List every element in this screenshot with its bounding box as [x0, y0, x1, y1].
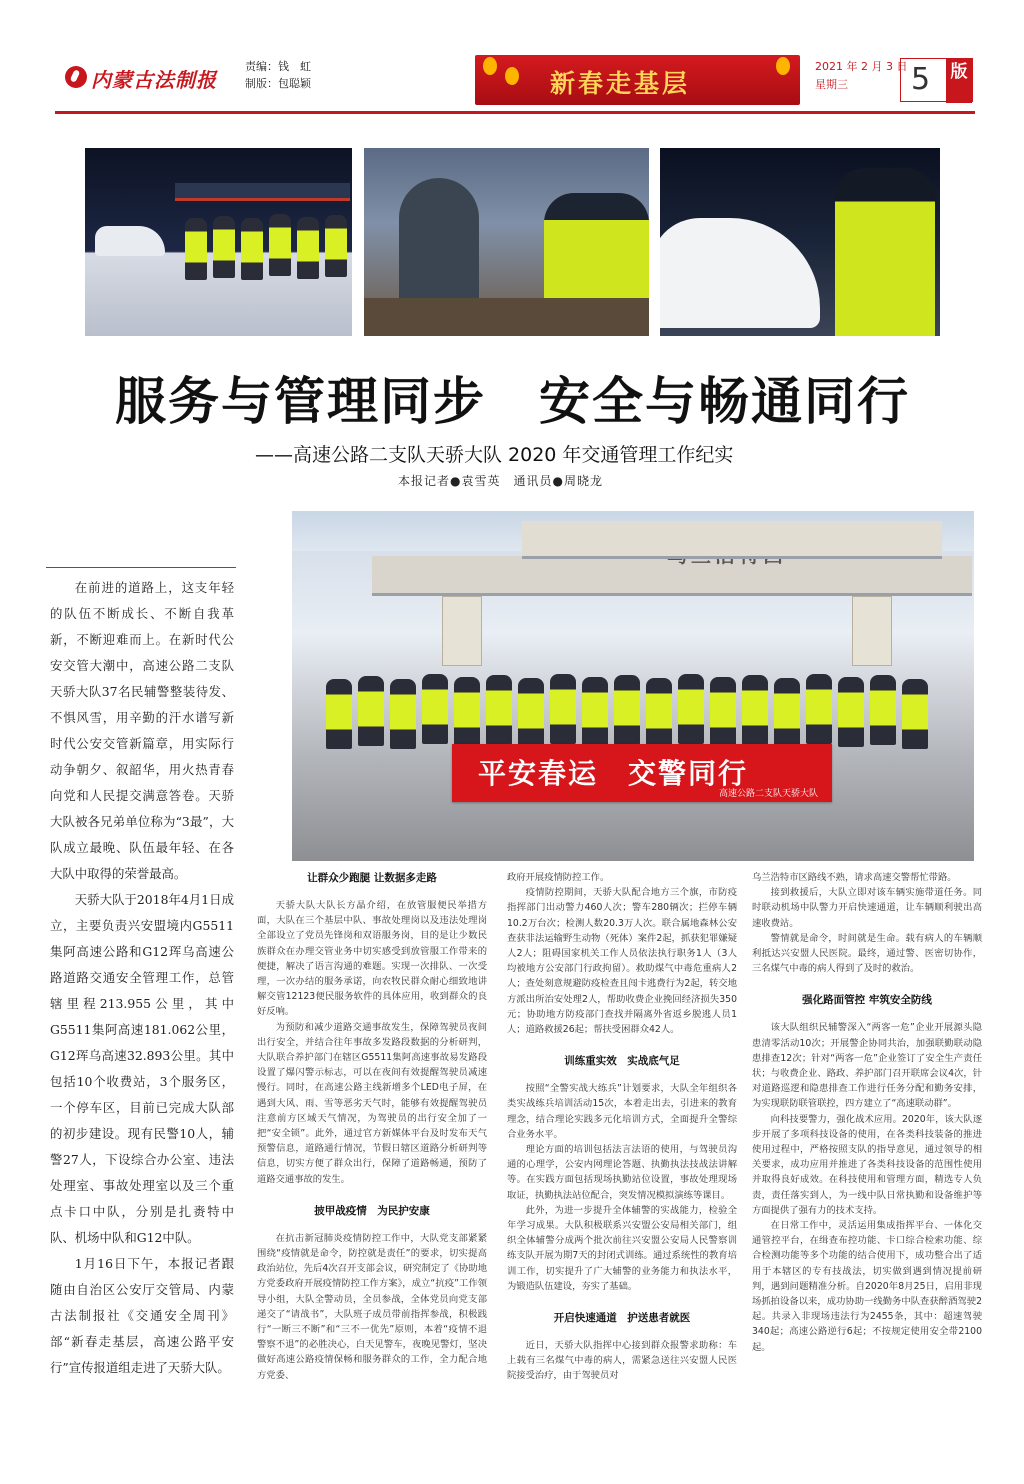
photo-officer-at-car-window[interactable] — [660, 148, 940, 336]
issue-date — [815, 58, 907, 94]
lead-paragraph: 天骄大队于2018年4月1日成立，主要负责兴安盟境内G5511集阿高速公路和G12珲乌高速公路道路交通安全管理工作，总管辖里程213.955公里，其中G5511集阿高速181.062公里，G12珲乌高速32.893公里。其中包括10个收费站，3个服务区，一个停车区，目前已完成大队部的初步建设。现有民警10人，辅警27人，下设综合办公室、违法处理室、事故处理室以及三个重点卡口中队，分别是扎赉特中队、机场中队和G12中队。 — [50, 892, 234, 1245]
page-label: 版 — [946, 59, 972, 103]
body-column-2 — [507, 870, 737, 1384]
newspaper-name: 内蒙古法制报 — [91, 68, 217, 92]
photo-officer-checking-driver[interactable] — [364, 148, 649, 336]
slogan-banner-subtext: 高速公路二支队天骄大队 — [718, 789, 818, 799]
body-paragraph: 警情就是命令，时间就是生命。载有病人的车辆顺利抵达兴安盟人民医院。最终，通过警、医密切协作，三名煤气中毒的病人得到了及时的救治。 — [752, 932, 982, 975]
editor-credits — [245, 58, 311, 92]
editor-line: 责编：钱 虹 — [245, 60, 311, 73]
column-banner-title: 新春走基层 — [550, 69, 691, 98]
article-headline: 服务与管理同步 安全与畅通同行 — [114, 372, 910, 432]
article-subheadline: ——高速公路二支队天骄大队 2020 年交通管理工作纪实 — [255, 444, 734, 466]
body-paragraph: 政府开展疫情防控工作。 — [507, 872, 610, 883]
body-paragraph: 接到救援后，大队立即对该车辆实施带道任务。同时联动机场中队警力开启快速通道，让车辆顺利驶出高速收费站。 — [752, 887, 982, 929]
section-heading: 开启快速通道 护送患者就医 — [553, 1312, 691, 1325]
lead-paragraph: 1月16日下午，本报记者跟随由自治区公安厅交管局、内蒙古法制报社《交通安全周刊》部“新春走基层，高速公路平安行”宣传报道组走进了天骄大队。 — [50, 1256, 234, 1375]
photo-team-at-toll-station[interactable] — [292, 511, 974, 861]
layout-line: 制版：包聪颖 — [245, 77, 311, 90]
body-paragraph: 在日常工作中，灵活运用集成指挥平台、一体化交通管控平台，在缉查布控功能、卡口综合检索功能、综合检测功能等多个功能的结合使用下，成功整合出了适用于本辖区的专有技战法，切实做到遇到情况提前研判，遇到问题精准分析。自2020年8月25日，启用非现场抓拍设备以来，成功协助一线勤务中队查获醉酒驾驶2起。共录入非现场违法行为2455条，其中：超速驾驶340起；高速公路逆行6起；不按规定使用安全带2100起。 — [752, 1220, 982, 1353]
body-paragraph: 乌兰浩特市区路线不熟，请求高速交警帮忙带路。 — [752, 872, 957, 883]
page-number-box — [900, 58, 973, 102]
slogan-banner — [452, 744, 832, 802]
body-paragraph: 此外，为进一步提升全体辅警的实战能力，检验全年学习成果。大队积极联系兴安盟公安局相关部门，组织全体辅警分成两个批次前往兴安盟公安局人民警察训练支队开展为期7天的封闭式训练。通过系统性的教育培训工作，切实提升了广大辅警的业务能力和执法水平，为锻造队伍建设，夯实了基础。 — [507, 1204, 737, 1292]
weekday-text: 星期三 — [815, 78, 848, 91]
newspaper-logo[interactable] — [65, 63, 217, 92]
page-number: 5 — [911, 62, 931, 97]
section-heading: 让群众少跑腿 让数据多走路 — [307, 872, 437, 884]
lead-column — [50, 575, 234, 1415]
logo-emblem-icon — [65, 66, 87, 88]
article-byline: 本报记者●袁雪英 通讯员●周晓龙 — [398, 474, 603, 488]
masthead — [55, 48, 975, 110]
body-column-3 — [752, 870, 982, 1355]
body-paragraph: 向科技要警力，强化战术应用。2020年，该大队逐步开展了多项科技设备的使用，在各类科技装备的推进使用过程中，严格按照支队的指导意见，通过领导的相关要求，成功应用并推进了各类科技设备的范围性使用并取得良好成效。在科技使用和管理方面，精选专人负责，责任落实到人，为一线中队日常执勤和设备维护等方面提供了强有力的技术支持。 — [752, 1113, 982, 1216]
section-heading: 披甲战疫情 为民护安康 — [314, 1204, 430, 1217]
section-heading: 强化路面管控 牢筑安全防线 — [802, 994, 932, 1007]
body-paragraph: 为预防和减少道路交通事故发生，保障驾驶员夜间出行安全，并结合往年事故多发路段数据的分析研判，大队联合养护部门在辖区G5511集阿高速事故易发路段设置了爆闪警示标志，可以在夜间有效提醒驾驶员减速慢行。同时，在高速公路主线新增多个LED电子屏，在遇到大风、雨、雪等恶劣天气时，能够有效提醒驾驶员注意前方区域天气情况，为驾驶员的出行安全加了一把“安全锁”。此外，通过官方新媒体平台及时发布天气预警信息，道路通行情况，节假日辖区道路分析研判等信息，切实方便了群众出行，保障了道路畅通，预防了道路交通事故的发生。 — [257, 1021, 487, 1185]
column-banner — [475, 55, 800, 105]
body-paragraph: 近日，天骄大队指挥中心接到群众报警求助称：车上载有三名煤气中毒的病人，需紧急送往兴安盟人民医院接受治疗，由于驾驶员对 — [507, 1340, 737, 1382]
body-paragraph: 在抗击新冠肺炎疫情防控工作中，大队党支部紧紧围绕“疫情就是命令，防控就是责任”的要求，切实提高政治站位，先后4次召开支部会议，研究制定了《协助地方党委政府开展疫情防控工作方案》，成立“抗疫”工作领导小组，大队全警动员，全员参战，全体党员向党支部递交了“请战书”，大队班子成员带前指挥参战，积极践行“一断三不断”和“三不一优先”原则，本着“疫情不退 警察不退”的必胜决心，白天见警车，夜晚见警灯，坚决做好高速公路疫情保畅和服务群众的工作，全力配合地方党委、 — [257, 1232, 497, 1381]
date-text: 2021 年 2 月 3 日 — [815, 60, 908, 73]
photo-night-roadside-police[interactable] — [85, 148, 352, 336]
lead-paragraph: 在前进的道路上，这支年轻的队伍不断成长、不断自我革新，不断迎难而上。在新时代公安交管大潮中，高速公路二支队天骄大队37名民辅警整装待发、不惧风雪，用辛勤的汗水谱写新时代公安交管新篇章，用实际行动争朝夕、叙韶华，用火热青春向党和人民提交满意答卷。天骄大队被各兄弟单位称为“3最”，大队成立最晚、队伍最年轻、在各大队中取得的荣誉最高。 — [50, 580, 234, 881]
masthead-rule — [55, 111, 975, 114]
slogan-banner-text: 平安春运 交警同行 — [478, 757, 749, 790]
body-paragraph: 按照“全警实战大练兵”计划要求，大队全年组织各类实战练兵培训活动15次，本着走出去，引进来的教育理念，结合理论实践多元化培训方式，全面提升全警综合业务水平。 — [507, 1083, 737, 1140]
body-paragraph: 天骄大队大队长方晶介绍，在放管服便民举措方面，大队在三个基层中队、事故处理岗以及违法处理岗全部设立了党员先锋岗和双语服务岗，目的是让少数民族群众在办理交管业务中切实感受到放管服工作带来的便捷，解决了语言沟通的难题。实现一次排队、一次受理，一次办结的服务承诺，向农牧民群众耐心细致地讲解交管12123便民服务软件的具体应用，收到群众的良好反响。 — [257, 900, 487, 1018]
lantern-icon — [483, 57, 497, 75]
lead-box-border — [46, 567, 236, 568]
lantern-icon — [505, 67, 519, 85]
body-paragraph: 该大队组织民辅警深入“两客一危”企业开展源头隐患清零活动10次；开展警企协同共治，加强联勤联动隐患排查12次；针对“两客一危”企业签订了安全生产责任状；与收费企业、路政、养护部门召开联席会议4次，针对道路巡逻和隐患排查工作进行任务分配和勤务安排，为实现联防联管联控，四方建立了“高速联动群”。 — [752, 1022, 982, 1110]
body-paragraph: 疫情防控期间，天骄大队配合地方三个旗，市防疫指挥部门出动警力460人次；警车280辆次；拦停车辆10.2万台次；检测人数20.3万人次。联合属地森林公安查获非法运输野生动物（死体）案件2起，抓获犯罪嫌疑人2人；阻碍国家机关工作人员依法执行职务1人（3人均被地方公安部门行政拘留）。救助煤气中毒危重病人2人；查处刻意规避防疫检查且闯卡逃费行为2起，转交地方派出所治安处理2人，帮助收费企业挽回经济损失350元；协助地方防疫部门查找并隔离外省返乡脱逃人员1人；道路救援26起；帮扶受困群众42人。 — [507, 887, 737, 1036]
body-paragraph: 理论方面的培训包括法言法语的使用，与驾驶员沟通的心理学，公安内网理论答题、执勤执法技战法讲解等。在实践方面包括现场执勤站位设置，事故处理现场取证，执勤执法站位配合，突发情况模拟演练等课目。 — [507, 1144, 737, 1201]
section-heading: 训练重实效 实战底气足 — [564, 1055, 680, 1068]
body-column-1 — [257, 870, 497, 1383]
lantern-icon — [776, 57, 790, 75]
